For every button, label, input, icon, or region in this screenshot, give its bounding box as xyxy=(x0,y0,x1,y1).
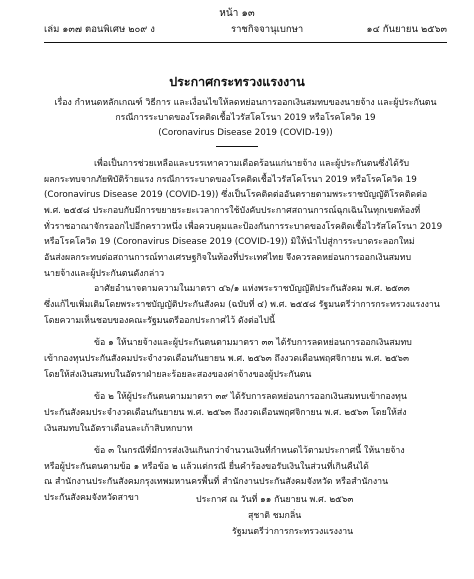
body-line: หรือผู้ประกันตนตามข้อ ๑ หรือข้อ ๒ แล้วแต่กรณี ยื่นคำร้องขอรับเงินในส่วนที่เกินคืนได้ xyxy=(44,461,369,472)
section-divider xyxy=(216,146,258,147)
signature-block xyxy=(196,492,436,540)
body-line: ข้อ ๓ ในกรณีที่มีการส่งเงินเกินกว่าจำนวนเงินที่กำหนดไว้ตามประกาศนี้ ให้นายจ้าง xyxy=(94,446,405,457)
signatory-name: สุชาติ ชมกลิ่น xyxy=(248,511,302,521)
body-line: หรือโรคโควิด 19 (Coronavirus Disease 2019 (COVID-19)) มิให้นำไปสู่การระบาดระลอกใหม่ xyxy=(44,237,415,248)
body-line: นายจ้างและผู้ประกันตนดังกล่าว xyxy=(44,268,165,279)
body-line: ประกันสังคมประจำงวดเดือนกันยายน พ.ศ. ๒๕๖๓ ถึงงวดเดือนพฤศจิกายน พ.ศ. ๒๕๖๓ โดยให้ส่ง xyxy=(44,407,407,418)
body-line: โดยความเห็นชอบของคณะรัฐมนตรีออกประกาศไว้ ดังต่อไปนี้ xyxy=(44,315,275,326)
body-line: ข้อ ๒ ให้ผู้ประกันตนตามมาตรา ๓๙ ได้รับการลดหย่อนการออกเงินสมทบเข้ากองทุน xyxy=(94,392,407,403)
announcement-subject xyxy=(44,96,447,141)
body-line: เพื่อเป็นการช่วยเหลือและบรรเทาความเดือดร้อนแก่นายจ้าง และผู้ประกันตนซึ่งได้รับ xyxy=(94,159,410,169)
body-line: เข้ากองทุนประกันสังคมประจำงวดเดือนกันยายน พ.ศ. ๒๕๖๓ ถึงงวดเดือนพฤศจิกายน พ.ศ. ๒๕๖๓ xyxy=(44,353,410,364)
gazette-volume: เล่ม ๑๓๗ ตอนพิเศษ ๒๐๙ ง xyxy=(44,24,155,35)
subject-line: เรื่อง กำหนดหลักเกณฑ์ วิธีการ และเงื่อนไขให้ลดหย่อนการออกเงินสมทบของนายจ้าง และผู้ประกันตน xyxy=(54,98,437,108)
body-line: ข้อ ๑ ให้นายจ้างและผู้ประกันตนตามมาตรา ๓๓ ได้รับการลดหย่อนการออกเงินสมทบ xyxy=(94,338,412,349)
announcement-title: ประกาศกระทรวงแรงงาน xyxy=(169,74,305,89)
paragraph-gap xyxy=(44,329,447,336)
body-line: เงินสมทบในอัตราเดือนละเก้าสิบหกบาท xyxy=(44,423,193,434)
announcement-date: ประกาศ ณ วันที่ ๑๑ กันยายน พ.ศ. ๒๕๖๓ xyxy=(196,495,354,505)
gazette-date: ๑๔ กันยายน ๒๕๖๓ xyxy=(366,24,447,35)
gazette-name: ราชกิจจานุเบกษา xyxy=(231,24,304,35)
signatory-position: รัฐมนตรีว่าการกระทรวงแรงงาน xyxy=(232,527,354,537)
gazette-header xyxy=(44,22,447,38)
subject-line: (Coronavirus Disease 2019 (COVID-19)) xyxy=(158,128,333,138)
body-line: ผลกระทบจากภัยพิบัติร้ายแรง กรณีการระบาดของโรคติดเชื้อไวรัสโคโรนา 2019 หรือโรคโควิด 19 xyxy=(44,174,417,185)
page-number: หน้า ๑๓ xyxy=(219,8,255,19)
body-line: ทั่วราชอาณาจักรออกไปอีกคราวหนึ่ง เพื่อควบคุมและป้องกันการระบาดของโรคติดเชื้อไวรัสโคโรนา 2019 xyxy=(44,221,443,232)
body-line: ประกันสังคมจังหวัดสาขา xyxy=(44,493,139,504)
body-line: พ.ศ. ๒๕๕๘ ประกอบกับมีการขยายระยะเวลาการใช้บังคับประกาศสถานการณ์ฉุกเฉินในทุกเขตท้องที่ xyxy=(44,205,421,216)
body-line: ณ สำนักงานประกันสังคมกรุงเทพมหานครพื้นที่ สำนักงานประกันสังคมจังหวัด หรือสำนักงาน xyxy=(44,477,389,488)
body-line: ซึ่งแก้ไขเพิ่มเติมโดยพระราชบัญญัติประกันสังคม (ฉบับที่ ๔) พ.ศ. ๒๕๕๘ รัฐมนตรีว่าการกระทรวงแรงงาน xyxy=(44,299,440,310)
body-line: อันส่งผลกระทบต่อสถานการณ์ทางเศรษฐกิจในท้องที่ประเทศไทย จึงควรลดหย่อนการออกเงินสมทบ xyxy=(44,252,412,263)
body-line: โดยให้ส่งเงินสมทบในอัตราฝ่ายละร้อยละสองของค่าจ้างของผู้ประกันตน xyxy=(44,369,312,380)
announcement-body xyxy=(44,157,447,507)
body-line: (Coronavirus Disease 2019 (COVID-19)) ซึ่งเป็นโรคติดต่ออันตรายตามพระราชบัญญัติโรคติดต่อ xyxy=(44,190,428,201)
paragraph-gap xyxy=(44,383,447,390)
subject-line: กรณีการระบาดของโรคติดเชื้อไวรัสโคโรนา 2019 หรือโรคโควิด 19 xyxy=(115,113,376,123)
body-line: อาศัยอำนาจตามความในมาตรา ๔๖/๑ แห่งพระราชบัญญัติประกันสังคม พ.ศ. ๒๕๓๓ xyxy=(94,284,410,295)
header-rule xyxy=(44,42,447,43)
paragraph-gap xyxy=(44,437,447,444)
